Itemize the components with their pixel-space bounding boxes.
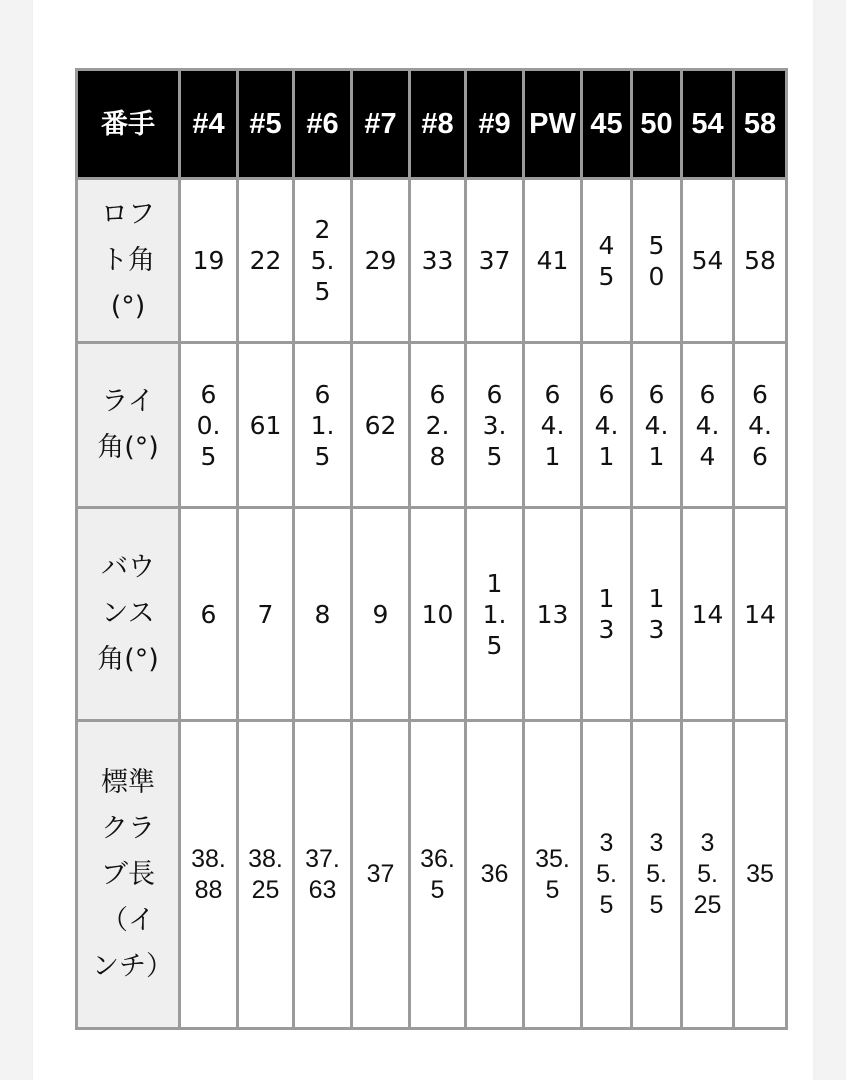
- table-cell: 37: [466, 179, 524, 343]
- table-cell: 9: [352, 508, 410, 721]
- row-label: ライ角(°): [77, 343, 180, 508]
- header-col: #6: [294, 70, 352, 179]
- table-cell: 35.5: [524, 721, 582, 1029]
- table-cell: 14: [734, 508, 787, 721]
- table-cell: 38.88: [180, 721, 238, 1029]
- table-cell: 7: [238, 508, 294, 721]
- table-cell: 25.5: [294, 179, 352, 343]
- table-cell: 36.5: [410, 721, 466, 1029]
- table-cell: 38.25: [238, 721, 294, 1029]
- header-col: 50: [632, 70, 682, 179]
- header-col: #7: [352, 70, 410, 179]
- table-cell: 10: [410, 508, 466, 721]
- table-row-lie-angle: [77, 343, 787, 508]
- table-cell: 64.1: [524, 343, 582, 508]
- table-cell: 35.5: [582, 721, 632, 1029]
- header-col: 54: [682, 70, 734, 179]
- table-cell: 36: [466, 721, 524, 1029]
- table-cell: 8: [294, 508, 352, 721]
- row-label: 標準クラブ長（インチ）: [77, 721, 180, 1029]
- table-cell: 64.4: [682, 343, 734, 508]
- header-row: [77, 70, 787, 179]
- table-cell: 6: [180, 508, 238, 721]
- table-cell: 62.8: [410, 343, 466, 508]
- header-col: 58: [734, 70, 787, 179]
- table-cell: 35.25: [682, 721, 734, 1029]
- header-col: PW: [524, 70, 582, 179]
- table-cell: 45: [582, 179, 632, 343]
- table-cell: 19: [180, 179, 238, 343]
- table-row-loft-angle: [77, 179, 787, 343]
- row-label: ロフト角(°): [77, 179, 180, 343]
- row-label: バウンス角(°): [77, 508, 180, 721]
- table-cell: 37: [352, 721, 410, 1029]
- table-cell: 58: [734, 179, 787, 343]
- table-cell: 50: [632, 179, 682, 343]
- table-cell: 14: [682, 508, 734, 721]
- table-row-bounce-angle: [77, 508, 787, 721]
- table-cell: 33: [410, 179, 466, 343]
- table-cell: 61.5: [294, 343, 352, 508]
- table-cell: 61: [238, 343, 294, 508]
- header-club-number: 番手: [77, 70, 180, 179]
- club-spec-table: [75, 68, 788, 1030]
- table-cell: 35.5: [632, 721, 682, 1029]
- table-cell: 37.63: [294, 721, 352, 1029]
- table-cell: 22: [238, 179, 294, 343]
- table-cell: 62: [352, 343, 410, 508]
- table-cell: 13: [524, 508, 582, 721]
- table-cell: 41: [524, 179, 582, 343]
- table-cell: 29: [352, 179, 410, 343]
- table-cell: 11.5: [466, 508, 524, 721]
- table-cell: 63.5: [466, 343, 524, 508]
- table-cell: 64.1: [632, 343, 682, 508]
- table-cell: 64.6: [734, 343, 787, 508]
- table-cell: 54: [682, 179, 734, 343]
- table-cell: 13: [632, 508, 682, 721]
- header-col: 45: [582, 70, 632, 179]
- table-row-club-length: [77, 721, 787, 1029]
- table-cell: 64.1: [582, 343, 632, 508]
- header-col: #5: [238, 70, 294, 179]
- table-cell: 13: [582, 508, 632, 721]
- header-col: #9: [466, 70, 524, 179]
- table-cell: 35: [734, 721, 787, 1029]
- header-col: #4: [180, 70, 238, 179]
- header-col: #8: [410, 70, 466, 179]
- table-cell: 60.5: [180, 343, 238, 508]
